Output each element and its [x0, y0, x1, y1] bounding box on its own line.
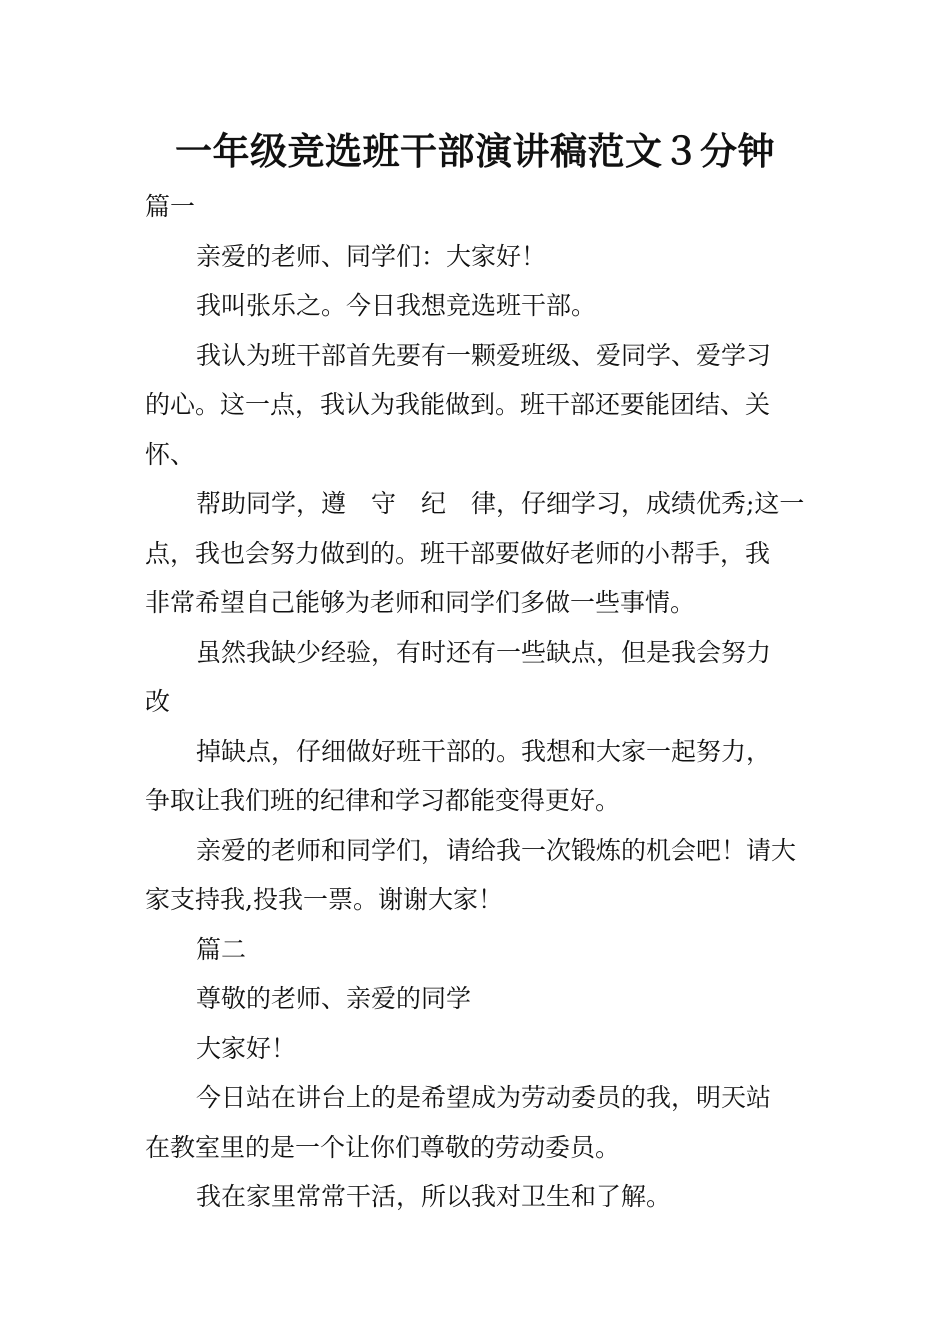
document-title: 一年级竞选班干部演讲稿范文３分钟: [175, 130, 775, 173]
paragraph-line: 改: [145, 687, 171, 716]
paragraph-line: 争取让我们班的纪律和学习都能变得更好。: [145, 786, 621, 815]
paragraph-line: 亲爱的老师、同学们：大家好！: [196, 241, 547, 271]
section-heading-1: 篇一: [145, 192, 196, 221]
document-body: [145, 182, 807, 1222]
paragraph-line: 掉缺点，仔细做好班干部的。我想和大家一起努力，: [196, 736, 772, 766]
paragraph-line: 在教室里的是一个让你们尊敬的劳动委员。: [145, 1132, 621, 1162]
paragraph-line: 的心。这一点，我认为我能做到。班干部还要能团结、关: [145, 390, 771, 419]
paragraph-line: 我在家里常常干活，所以我对卫生和了解。: [196, 1182, 672, 1211]
paragraph-line: 我认为班干部首先要有一颗爱班级、爱同学、爱学习: [196, 340, 772, 370]
paragraph-line: 我叫张乐之。今日我想竞选班干部。: [196, 291, 597, 320]
paragraph-line: 帮助同学，遵 守 纪 律，仔细学习，成绩优秀;这一: [196, 489, 805, 518]
paragraph-line: 亲爱的老师和同学们，请给我一次锻炼的机会吧！请大: [196, 835, 797, 865]
paragraph-line: 今日站在讲台上的是希望成为劳动委员的我，明天站: [196, 1083, 772, 1112]
paragraph-line: 虽然我缺少经验，有时还有一些缺点，但是我会努力: [196, 637, 772, 667]
section-heading-2: 篇二: [196, 934, 247, 964]
paragraph-line: 尊敬的老师、亲爱的同学: [196, 984, 472, 1013]
paragraph-line: 非常希望自己能够为老师和同学们多做一些事情。: [145, 588, 696, 617]
paragraph-line: 怀、: [145, 439, 196, 469]
paragraph-line: 点，我也会努力做到的。班干部要做好老师的小帮手，我: [145, 538, 771, 568]
paragraph-line: 家支持我,投我一票。谢谢大家！: [145, 885, 503, 914]
paragraph-line: 大家好！: [196, 1033, 297, 1063]
